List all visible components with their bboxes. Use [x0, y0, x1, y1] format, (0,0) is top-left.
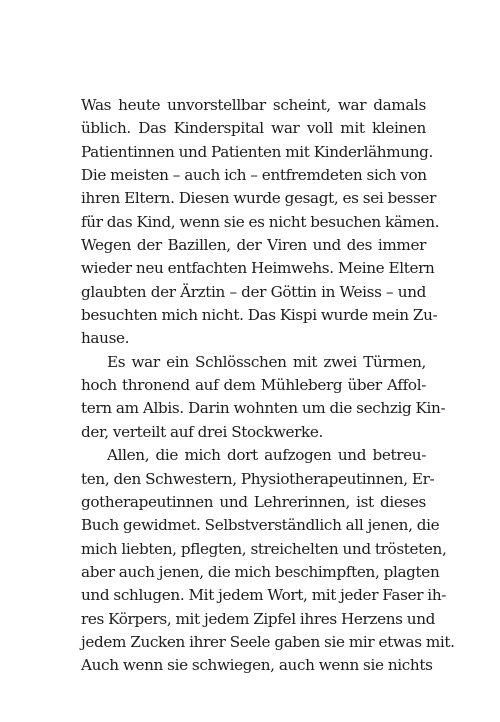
text-line: Wegen der Bazillen, der Viren und des immer — [81, 236, 426, 255]
text-line: üblich. Das Kinderspital war voll mit kleinen — [81, 119, 426, 138]
text-line: Was heute unvorstellbar scheint, war damals — [81, 96, 426, 114]
text-line: glaubten der Ärztin – der Göttin in Weiss – und — [81, 282, 426, 301]
text-line: wieder neu entfachten Heimwehs. Meine Eltern — [81, 259, 435, 278]
text-line: hause. — [81, 329, 130, 348]
text-line: und schlugen. Mit jedem Wort, mit jeder Faser ih- — [81, 586, 447, 605]
text-line: für das Kind, wenn sie es nicht besuchen kämen. — [81, 212, 440, 231]
paragraph — [81, 444, 455, 677]
text-line: jedem Zucken ihrer Seele gaben sie mir etwas mit. — [81, 632, 455, 651]
text-line: Es war ein Schlösschen mit zwei Türmen, — [107, 352, 426, 371]
paragraph — [81, 351, 446, 444]
text-line: der, verteilt auf drei Stockwerke. — [81, 422, 323, 441]
text-line: Patientinnen und Patienten mit Kinderlähmung. — [81, 142, 433, 161]
text-line: Auch wenn sie schwiegen, auch wenn sie nichts — [81, 656, 433, 675]
text-line: mich liebten, pflegten, streichelten und trösteten, — [81, 539, 447, 558]
text-line: aber auch jenen, die mich beschimpften, plagten — [81, 562, 440, 581]
paragraph — [81, 94, 440, 351]
text-line: res Körpers, mit jedem Zipfel ihres Herzens und — [81, 609, 436, 628]
text-line: Die meisten – auch ich – entfremdeten sich von — [81, 166, 427, 185]
text-line: Allen, die mich dort aufzogen und betreu- — [107, 446, 426, 465]
text-line: hoch thronend auf dem Mühleberg über Affol- — [81, 376, 426, 395]
text-line: besuchten mich nicht. Das Kispi wurde mein Zu- — [81, 306, 438, 325]
text-line: Buch gewidmet. Selbstverständlich all jenen, die — [81, 516, 440, 535]
text-line: gotherapeutinnen und Lehrerinnen, ist dieses — [81, 492, 426, 511]
text-line: tern am Albis. Darin wohnten um die sechzig Kin- — [81, 399, 446, 418]
text-line: ten, den Schwestern, Physiotherapeutinnen, Er- — [81, 469, 435, 488]
body-text — [81, 94, 455, 678]
text-line: ihren Eltern. Diesen wurde gesagt, es sei besser — [81, 189, 436, 208]
